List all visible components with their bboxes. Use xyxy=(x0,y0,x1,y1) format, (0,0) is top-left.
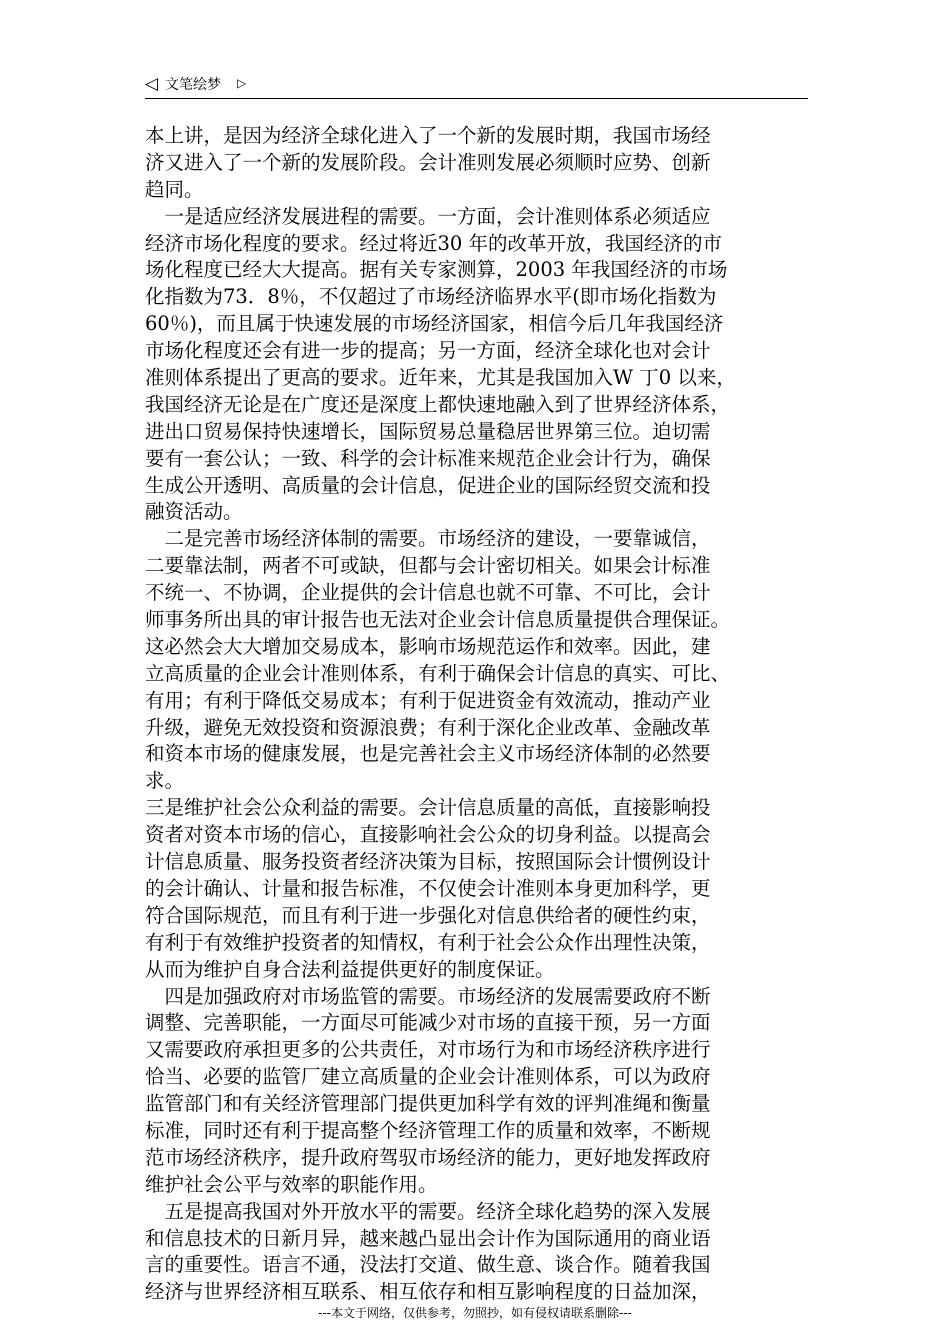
text-line: 我国经济无论是在广度还是深度上都快速地融入到了世界经济体系， xyxy=(145,392,731,416)
text-line: 范市场经济秩序，提升政府驾驭市场经济的能力，更好地发挥政府 xyxy=(145,1145,711,1169)
text-line: 升级，避免无效投资和资源浪费；有利于深化企业改革、金融改革 xyxy=(145,715,711,739)
text-line: 要有一套公认；一致、科学的会计标准来规范企业会计行为，确保 xyxy=(145,446,711,470)
text-line: 有利于有效维护投资者的知情权，有利于社会公众作出理性决策， xyxy=(145,930,711,954)
text-line: 市场化程度还会有进一步的提高；另一方面，经济全球化也对会计 xyxy=(145,339,711,363)
text-line: 维护社会公平与效率的职能作用。 xyxy=(145,1172,438,1196)
text-line: 从而为维护自身合法利益提供更好的制度保证。 xyxy=(145,957,555,981)
page-header xyxy=(145,70,808,99)
text-line: 监管部门和有关经济管理部门提供更加科学有效的评判准绳和衡量 xyxy=(145,1092,711,1116)
text-line: 济又进入了一个新的发展阶段。会计准则发展必须顺时应势、创新 xyxy=(145,150,711,174)
text-line: 符合国际规范，而且有利于进一步强化对信息供给者的硬性约束， xyxy=(145,903,711,927)
text-line: 五是提高我国对外开放水平的需要。经济全球化趋势的深入发展 xyxy=(145,1199,711,1223)
text-line: 立高质量的企业会计准则体系，有利于确保会计信息的真实、可比、 xyxy=(145,661,731,685)
text-line: 二是完善市场经济体制的需要。市场经济的建设，一要靠诚信， xyxy=(145,527,711,551)
text-line: 二要靠法制，两者不可或缺，但都与会计密切相关。如果会计标准 xyxy=(145,554,711,578)
text-line: 言的重要性。语言不通，没法打交道、做生意、谈合作。随着我国 xyxy=(145,1253,711,1277)
text-line: 不统一、不协调，企业提供的会计信息也就不可靠、不可比，会计 xyxy=(145,581,711,605)
text-line: 经济市场化程度的要求。经过将近30 年的改革开放，我国经济的市 xyxy=(145,231,723,255)
text-line: 进出口贸易保持快速增长，国际贸易总量稳居世界第三位。迫切需 xyxy=(145,419,711,443)
text-line: 又需要政府承担更多的公共责任，对市场行为和市场经济秩序进行 xyxy=(145,1038,711,1062)
text-line: 师事务所出具的审计报告也无法对企业会计信息质量提供合理保证。 xyxy=(145,608,731,632)
header-title: 文笔绘梦 xyxy=(165,77,221,93)
text-line: 本上讲，是因为经济全球化进入了一个新的发展时期，我国市场经 xyxy=(145,124,711,147)
right-triangle-icon: ▷ xyxy=(237,76,247,90)
text-line: 化指数为73．8％，不仅超过了市场经济临界水平(即市场化指数为 xyxy=(145,285,717,309)
text-line: 场化程度已经大大提高。据有关专家测算，2003 年我国经济的市场 xyxy=(145,258,728,282)
text-line: 趋同。 xyxy=(145,177,204,201)
text-line: 和信息技术的日新月异，越来越凸显出会计作为国际通用的商业语 xyxy=(145,1226,711,1250)
text-line: 调整、完善职能，一方面尽可能减少对市场的直接干预，另一方面 xyxy=(145,1011,711,1035)
text-line: 求。 xyxy=(145,769,185,793)
text-line: 三是维护社会公众利益的需要。会计信息质量的高低，直接影响投 xyxy=(145,796,711,820)
text-line: 有用；有利于降低交易成本；有利于促进资金有效流动，推动产业 xyxy=(145,688,711,712)
page-footer: ---本文于网络，仅供参考，勿照抄，如有侵权请联系删除--- xyxy=(318,1306,632,1320)
text-line: 准则体系提出了更高的要求。近年来，尤其是我国加入W 丁0 以来， xyxy=(145,366,736,390)
text-line: 一是适应经济发展进程的需要。一方面，会计准则体系必须适应 xyxy=(145,204,711,228)
text-line: 标准，同时还有利于提高整个经济管理工作的质量和效率，不断规 xyxy=(145,1118,711,1142)
text-line: 的会计确认、计量和报告标准，不仅使会计准则本身更加科学，更 xyxy=(145,876,711,900)
text-line: 恰当、必要的监管厂建立高质量的企业会计准则体系，可以为政府 xyxy=(145,1065,711,1089)
text-line: 计信息质量、服务投资者经济决策为目标，按照国际会计惯例设计 xyxy=(145,850,711,874)
text-line: 60％)，而且属于快速发展的市场经济国家，相信今后几年我国经济 xyxy=(145,312,724,336)
text-line: 和资本市场的健康发展，也是完善社会主义市场经济体制的必然要 xyxy=(145,742,711,766)
text-line: 这必然会大大增加交易成本，影响市场规范运作和效率。因此，建 xyxy=(145,634,711,658)
document-body xyxy=(145,123,809,1306)
text-line: 融资活动。 xyxy=(145,500,243,524)
text-line: 资者对资本市场的信心，直接影响社会公众的切身利益。以提高会 xyxy=(145,823,711,847)
text-line: 生成公开透明、高质量的会计信息，促进企业的国际经贸交流和投 xyxy=(145,473,711,497)
text-line: 四是加强政府对市场监管的需要。市场经济的发展需要政府不断 xyxy=(145,984,711,1008)
left-triangle-icon: ◁ xyxy=(145,74,159,94)
text-line: 经济与世界经济相互联系、相互依存和相互影响程度的日益加深， xyxy=(145,1280,711,1304)
